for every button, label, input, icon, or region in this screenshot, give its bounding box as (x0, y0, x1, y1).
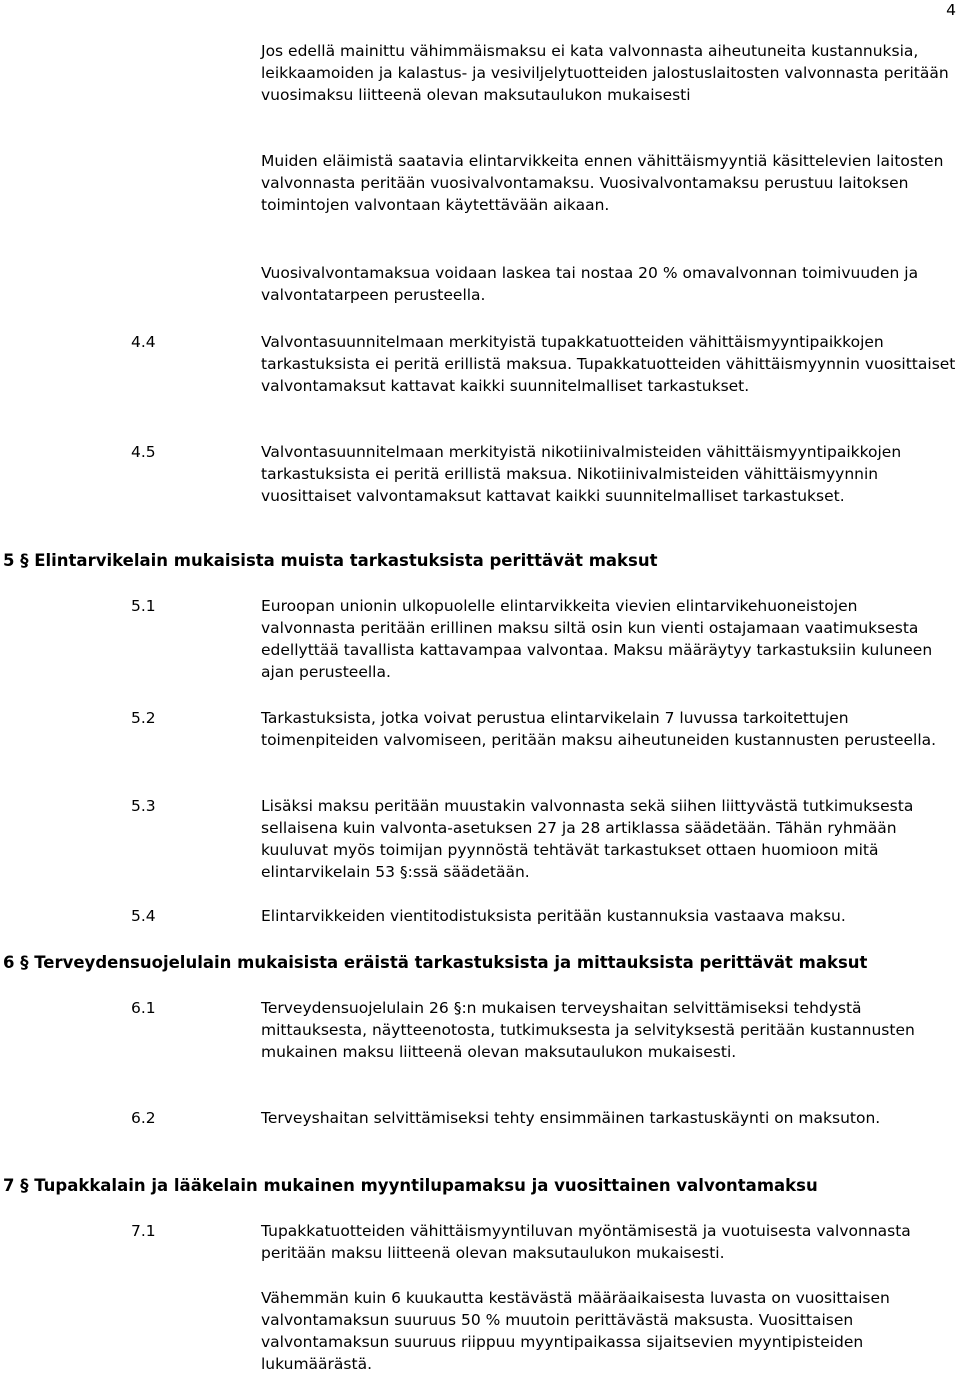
section-number: 6.2 (131, 1109, 156, 1127)
heading-section-7: 7 § Tupakkalain ja lääkelain mukainen myyntilupamaksu ja vuosittainen valvontamaksu (3, 1176, 818, 1195)
section-5-3 (131, 795, 956, 883)
section-6-1 (131, 997, 956, 1063)
paragraph-short-term-license: Vähemmän kuin 6 kuukautta kestävästä määräaikaisesta luvasta on vuosittaisen valvontamaksun suuruus 50 % muutoin perittävästä maksusta. Vuosittaisen valvontamaksun suuruus riippuu myyntipaikassa sijaitsevien myyntipisteiden lukumäärästä. (261, 1289, 890, 1373)
section-number: 4.5 (131, 443, 156, 461)
section-text: Terveydensuojelulain 26 §:n mukaisen terveyshaitan selvittämiseksi tehdystä mittauksesta, näytteenotosta, tutkimuksesta ja selvityksestä peritään kustannusten mukainen maksu liitteenä olevan maksutaulukon mukaisesti. (261, 999, 915, 1061)
section-5-4 (131, 905, 956, 927)
section-text: Tarkastuksista, jotka voivat perustua elintarvikelain 7 luvussa tarkoitettujen toimenpiteiden valvomiseen, peritään maksu aiheutuneiden kustannusten perusteella. (261, 709, 937, 749)
section-text: Valvontasuunnitelmaan merkityistä tupakkatuotteiden vähittäismyyntipaikkojen tarkastuksista ei peritä erillistä maksua. Tupakkatuotteiden vähittäismyynnin vuosittaiset valvontamaksut kattavat kaikki suunnitelmalliset tarkastukset. (261, 333, 956, 395)
section-number: 5.1 (131, 597, 156, 615)
section-6-2 (131, 1107, 956, 1129)
section-text: Euroopan unionin ulkopuolelle elintarvikkeita vievien elintarvikehuoneistojen valvonnasta peritään erillinen maksu siltä osin kun vienti ostajamaan vaatimuksesta edellyttää tavallista kattavampaa valvontaa. Maksu määräytyy tarkastuksiin kuluneen ajan perusteella. (261, 597, 933, 681)
paragraph-annual-fee: Muiden eläimistä saatavia elintarvikkeita ennen vähittäismyyntiä käsittelevien laitosten valvonnasta peritään vuosivalvontamaksu. Vuosivalvontamaksu perustuu laitoksen toimintojen valvontaan käytettävään aikaan. (261, 152, 944, 214)
section-number: 5.3 (131, 797, 156, 815)
page-number: 4 (946, 1, 956, 19)
section-4-4 (131, 331, 956, 397)
section-number: 5.4 (131, 907, 156, 925)
section-4-5 (131, 441, 956, 507)
section-text: Lisäksi maksu peritään muustakin valvonnasta sekä siihen liittyvästä tutkimuksesta sellaisena kuin valvonta-asetuksen 27 ja 28 artiklassa säädetään. Tähän ryhmään kuuluvat myös toimijan pyynnöstä tehtävät tarkastukset ottaen huomioon mitä elintarvikelain 53 §:ssä säädetään. (261, 797, 914, 881)
section-text: Elintarvikkeiden vientitodistuksista peritään kustannuksia vastaava maksu. (261, 907, 846, 925)
section-text: Valvontasuunnitelmaan merkityistä nikotiinivalmisteiden vähittäismyyntipaikkojen tarkastuksista ei peritä erillistä maksua. Nikotiinivalmisteiden vähittäismyynnin vuosittaiset valvontamaksut kattavat kaikki suunnitelmalliset tarkastukset. (261, 443, 902, 505)
section-number: 4.4 (131, 333, 156, 351)
paragraph-minimum-fee: Jos edellä mainittu vähimmäismaksu ei kata valvonnasta aiheutuneita kustannuksia, leikkaamoiden ja kalastus- ja vesiviljelytuotteiden jalostuslaitosten valvonnasta peritään vuosimaksu liitteenä olevan maksutaulukon mukaisesti (261, 42, 949, 104)
section-number: 7.1 (131, 1222, 156, 1240)
section-number: 5.2 (131, 709, 156, 727)
paragraph-fee-adjustment: Vuosivalvontamaksua voidaan laskea tai nostaa 20 % omavalvonnan toimivuuden ja valvontatarpeen perusteella. (261, 264, 919, 304)
heading-section-5: 5 § Elintarvikelain mukaisista muista tarkastuksista perittävät maksut (3, 551, 658, 570)
section-5-1 (131, 595, 956, 683)
section-5-2 (131, 707, 956, 751)
section-number: 6.1 (131, 999, 156, 1017)
heading-section-6: 6 § Terveydensuojelulain mukaisista eräistä tarkastuksista ja mittauksista perittävät maksut (3, 953, 868, 972)
section-text: Tupakkatuotteiden vähittäismyyntiluvan myöntämisestä ja vuotuisesta valvonnasta peritään maksu liitteenä olevan maksutaulukon mukaisesti. (261, 1222, 911, 1262)
section-7-1 (131, 1220, 956, 1264)
section-text: Terveyshaitan selvittämiseksi tehty ensimmäinen tarkastuskäynti on maksuton. (261, 1109, 881, 1127)
